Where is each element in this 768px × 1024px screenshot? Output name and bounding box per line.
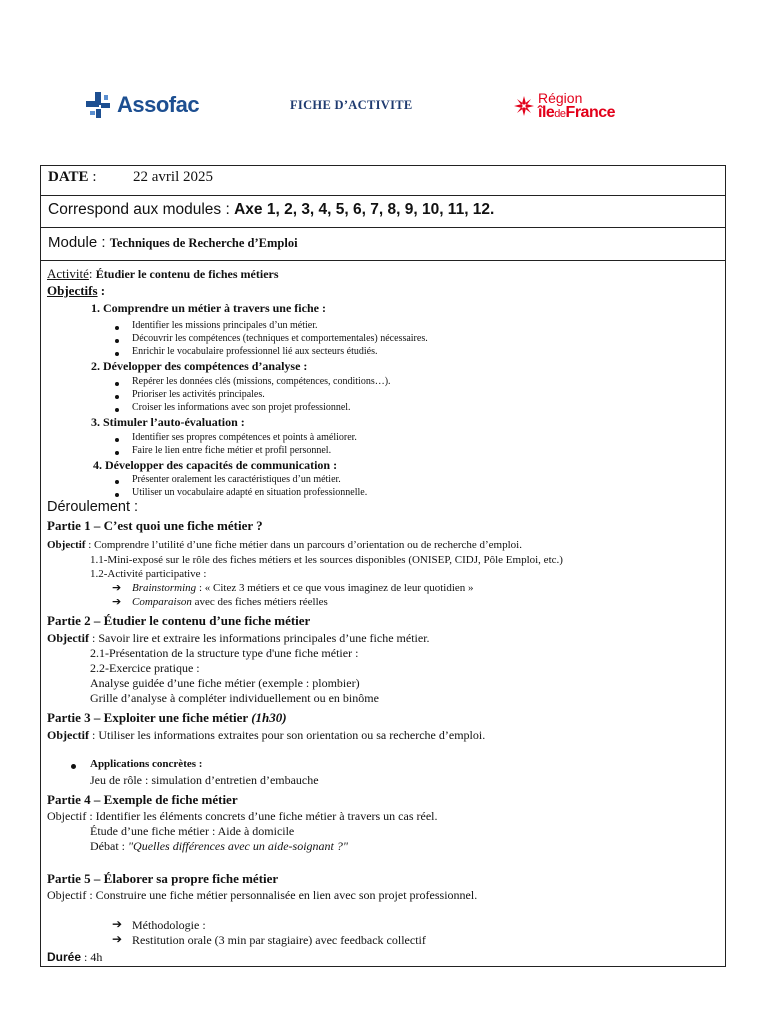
module-text xyxy=(48,234,298,251)
objective-item: Enrichir le vocabulaire professionnel lié aux secteurs étudiés. xyxy=(132,346,378,357)
partie-4-objective: Objectif : Identifier les éléments concrets d’une fiche métier à travers un cas réel. xyxy=(47,809,438,823)
objective-item: Faire le lien entre fiche métier et profil personnel. xyxy=(132,445,332,456)
objective-item: Utiliser un vocabulaire adapté en situation professionnelle. xyxy=(132,487,368,498)
fiche-title: FICHE D’ACTIVITE xyxy=(290,98,413,112)
objectifs-heading: Objectifs : xyxy=(47,283,106,298)
objective-item: Identifier les missions principales d’un métier. xyxy=(132,320,318,331)
partie-3-objective: Objectif : Utiliser les informations extraites pour son orientation ou sa recherche d’emploi. xyxy=(47,728,486,742)
partie-4-line-2: Débat : "Quelles différences avec un aide-soignant ?" xyxy=(90,839,348,853)
assofac-mark-icon xyxy=(84,90,114,120)
partie-3-line-1: Jeu de rôle : simulation d’entretien d’embauche xyxy=(90,773,319,787)
assofac-name: Assofac xyxy=(117,92,200,117)
partie-5-line-1: Méthodologie : xyxy=(132,918,206,932)
region-line2 xyxy=(538,105,615,121)
partie-2-line-1: 2.1-Présentation de la structure type d'une fiche métier : xyxy=(90,646,359,660)
objective-group-3-title: 3. Stimuler l’auto-évaluation : xyxy=(91,415,245,429)
activity-sheet-frame xyxy=(40,165,726,967)
bullet-icon xyxy=(115,480,119,484)
region-line1: Région xyxy=(538,90,583,106)
activity-value: Étudier le contenu de fiches métiers xyxy=(95,267,279,281)
partie-3-title: Partie 3 – Exploiter une fiche métier (1h30) xyxy=(47,710,287,725)
arrow-icon: ➔ xyxy=(112,595,122,608)
bullet-icon xyxy=(115,352,119,356)
partie-5-line-2: Restitution orale (3 min par stagiaire) avec feedback collectif xyxy=(132,933,426,947)
arrow-icon: ➔ xyxy=(112,917,123,931)
partie-1-activity-1: Brainstorming : « Citez 3 métiers et ce que vous imaginez de leur quotidien » xyxy=(132,582,474,594)
modules-text: Correspond aux modules : Axe 1, 2, 3, 4, 5, 6, 7, 8, 9, 10, 11, 12. xyxy=(48,201,495,218)
activity-line: Activité: Étudier le contenu de fiches métiers xyxy=(47,266,279,281)
objective-item: Présenter oralement les caractéristiques d’un métier. xyxy=(132,474,341,485)
partie-2-line-3: Analyse guidée d’une fiche métier (exemple : plombier) xyxy=(90,676,360,690)
assofac-logo xyxy=(84,88,199,122)
region-idf-logo xyxy=(514,88,615,124)
objective-item: Découvrir les compétences (techniques et comportementales) nécessaires. xyxy=(132,333,428,344)
module-label: Module : xyxy=(48,234,110,251)
module-row xyxy=(41,228,725,261)
bullet-icon xyxy=(115,438,119,442)
partie-3-bullet: Applications concrètes : xyxy=(90,758,203,770)
partie-1-line-1: 1.1-Mini-exposé sur le rôle des fiches métiers et les sources disponibles (ONISEP, CIDJ, Pôle Emploi, etc.) xyxy=(90,554,563,566)
partie-2-title: Partie 2 – Étudier le contenu d’une fiche métier xyxy=(47,613,311,628)
partie-1-line-2: 1.2-Activité participative : xyxy=(90,568,207,580)
partie-2-line-2: 2.2-Exercice pratique : xyxy=(90,661,200,675)
bullet-icon xyxy=(115,408,119,412)
region-line2-france: France xyxy=(565,104,616,121)
region-star-icon xyxy=(514,96,534,116)
bullet-icon xyxy=(115,382,119,386)
bullet-icon xyxy=(115,395,119,399)
objective-item: Identifier ses propres compétences et points à améliorer. xyxy=(132,432,357,443)
partie-1-title: Partie 1 – C’est quoi une fiche métier ? xyxy=(47,518,263,533)
bullet-icon xyxy=(115,339,119,343)
partie-5-objective: Objectif : Construire une fiche métier personnalisée en lien avec son projet professionnel. xyxy=(47,888,478,902)
arrow-icon: ➔ xyxy=(112,932,123,946)
partie-4-line-1: Étude d’une fiche métier : Aide à domicile xyxy=(90,824,295,838)
region-idf-wordmark xyxy=(538,91,615,121)
date-label: DATE : xyxy=(48,169,97,185)
objective-group-4-title: 4. Développer des capacités de communication : xyxy=(93,458,338,472)
date-row xyxy=(41,166,725,196)
objective-group-1-title: 1. Comprendre un métier à travers une fiche : xyxy=(91,301,326,315)
objective-item: Prioriser les activités principales. xyxy=(132,389,265,400)
duree-line: Durée : 4h xyxy=(47,950,103,964)
module-value: Techniques de Recherche d’Emploi xyxy=(109,236,298,250)
bullet-icon xyxy=(71,764,76,769)
partie-2-line-4: Grille d’analyse à compléter individuellement ou en binôme xyxy=(90,691,379,705)
region-line2-de: de xyxy=(554,108,566,120)
modules-value: Axe 1, 2, 3, 4, 5, 6, 7, 8, 9, 10, 11, 12. xyxy=(234,201,495,218)
arrow-icon: ➔ xyxy=(112,581,122,594)
partie-1-objective: Objectif : Comprendre l’utilité d’une fiche métier dans un parcours d’orientation ou de recherche d’emploi. xyxy=(47,539,522,551)
objective-item: Croiser les informations avec son projet professionnel. xyxy=(132,402,351,413)
bullet-icon xyxy=(115,326,119,330)
partie-1-activity-2: Comparaison avec des fiches métiers réelles xyxy=(132,596,328,608)
partie-4-title: Partie 4 – Exemple de fiche métier xyxy=(47,792,238,807)
region-line2-ile: île xyxy=(538,104,555,121)
bullet-icon xyxy=(115,493,119,497)
objective-item: Repérer les données clés (missions, compétences, conditions…). xyxy=(132,376,391,387)
modules-label: Correspond aux modules xyxy=(48,201,222,218)
modules-row xyxy=(41,196,725,228)
bullet-icon xyxy=(115,451,119,455)
partie-5-title: Partie 5 – Élaborer sa propre fiche métier xyxy=(47,871,279,886)
page-header xyxy=(0,84,768,128)
activity-label: Activité xyxy=(47,266,89,281)
deroulement-heading: Déroulement : xyxy=(47,499,139,515)
partie-2-objective: Objectif : Savoir lire et extraire les informations principales d’une fiche métier. xyxy=(47,631,430,645)
objective-group-2-title: 2. Développer des compétences d’analyse : xyxy=(91,359,308,373)
date-value: 22 avril 2025 xyxy=(133,169,213,185)
